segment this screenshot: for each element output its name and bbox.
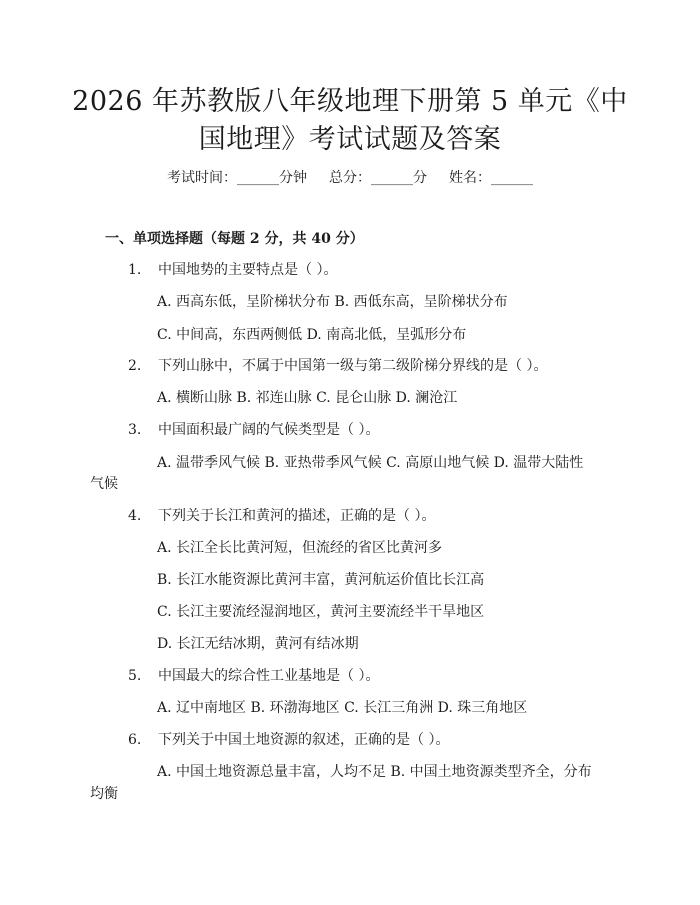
question-number: 4. [128,508,142,524]
question-number: 5. [128,668,142,684]
question-6 [128,730,449,750]
question-number: 6. [128,732,142,748]
question-4-option-d: D. 长江无结冰期，黄河有结冰期 [157,636,359,652]
section-heading-single-choice: 一、单项选择题（每题 2 分，共 40 分） [105,231,364,247]
question-text: 下列关于长江和黄河的描述，正确的是（ ）。 [158,508,436,524]
question-2 [128,356,547,376]
question-text: 下列关于中国土地资源的叙述，正确的是（ ）。 [158,732,450,748]
question-3-options-line-1: A. 温带季风气候 B. 亚热带季风气候 C. 高原山地气候 D. 温带大陆性 [157,455,584,471]
question-4-option-b: B. 长江水能资源比黄河丰富，黄河航运价值比长江高 [157,572,485,588]
question-6-options-line-1: A. 中国土地资源总量丰富，人均不足 B. 中国土地资源类型齐全，分布 [157,764,592,780]
exam-title-line-1: 2026 年苏教版八年级地理下册第 5 单元《中 [72,86,628,117]
question-6-options-wrap: 均衡 [90,786,118,802]
question-number: 3. [128,422,142,438]
question-2-options-line-1: A. 横断山脉 B. 祁连山脉 C. 昆仑山脉 D. 澜沧江 [157,390,458,406]
question-text: 中国面积最广阔的气候类型是（ ）。 [158,422,380,438]
question-5 [128,666,379,686]
question-3-options-wrap: 气候 [90,476,118,492]
question-4-option-a: A. 长江全长比黄河短，但流经的省区比黄河多 [157,540,443,556]
question-number: 2. [128,358,142,374]
exam-title-line-2: 国地理》考试试题及答案 [198,124,502,155]
question-4 [128,506,435,526]
question-3 [128,420,379,440]
question-1-options-line-1: A. 西高东低，呈阶梯状分布 B. 西低东高，呈阶梯状分布 [157,294,508,310]
exam-score-field: 总分：______分 [329,170,427,186]
question-5-options-line-1: A. 辽中南地区 B. 环渤海地区 C. 长江三角洲 D. 珠三角地区 [157,700,528,716]
question-text: 下列山脉中，不属于中国第一级与第二级阶梯分界线的是（ ）。 [158,358,548,374]
question-1-options-line-2: C. 中间高，东西两侧低 D. 南高北低，呈弧形分布 [157,327,467,343]
exam-info-row [0,168,700,188]
question-4-option-c: C. 长江主要流经湿润地区，黄河主要流经半干旱地区 [157,604,485,620]
question-text: 中国地势的主要特点是（ ）。 [158,262,338,278]
question-1 [128,260,337,280]
exam-time-field: 考试时间：______分钟 [167,170,307,186]
question-text: 中国最大的综合性工业基地是（ ）。 [158,668,380,684]
question-number: 1. [128,262,142,278]
student-name-field: 姓名：______ [449,170,533,186]
